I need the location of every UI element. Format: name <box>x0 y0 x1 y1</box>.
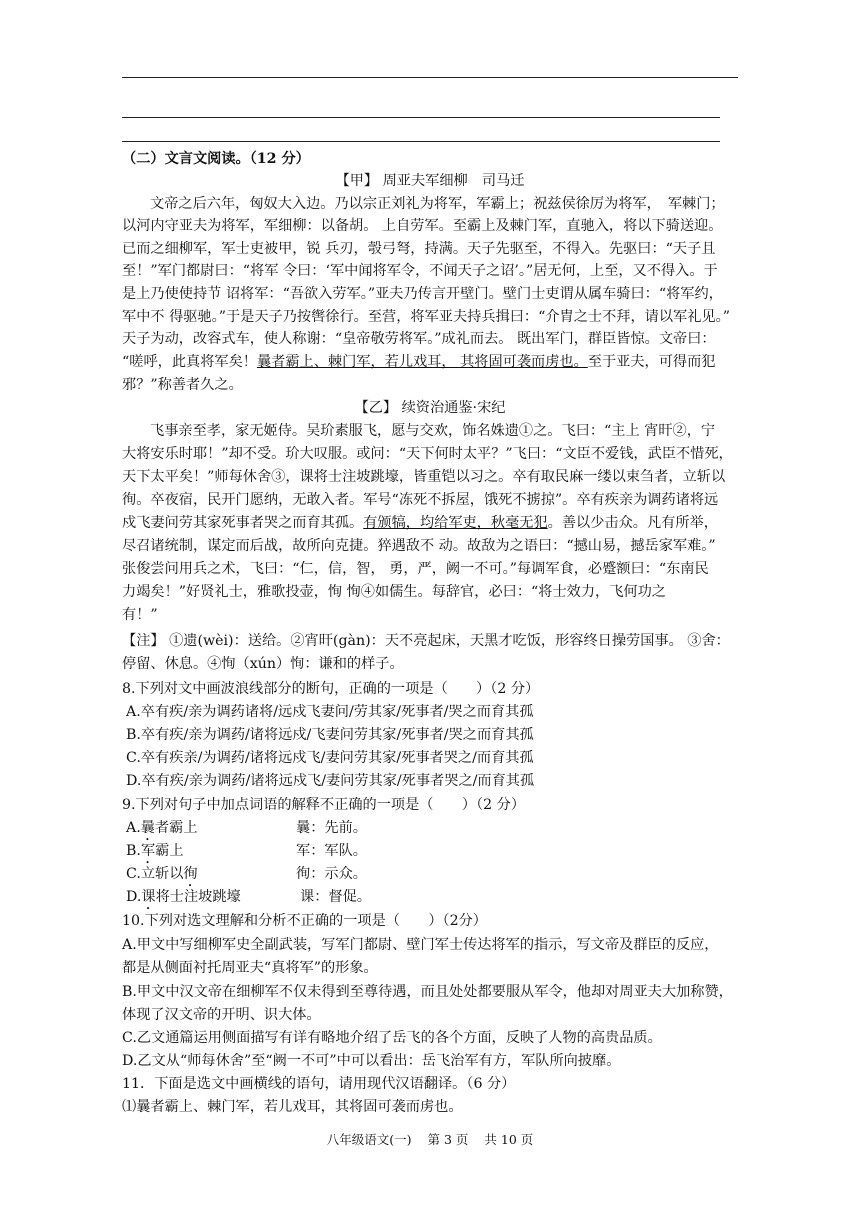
q10-stem: 10.下列对选文理解和分析不正确的一项是（ ）（2分） <box>122 913 487 929</box>
jia-line-6: 军中不 得驱驰。”于是天子乃按辔徐行。至营，将军亚夫持兵揖曰：“介胄之士不拜，请以军礼见。” <box>122 309 730 325</box>
notes-line-1: 【注】 ①遗(wèi)：送给。②宵旰(gàn)：天不亮起床，天黑才吃饭，形容终日操劳国事。 ③舍： <box>122 633 730 649</box>
q10-option-a-2: 都是从侧面衬托周亚夫“真将军”的形象。 <box>122 960 378 976</box>
q10-option-b-1[interactable]: B.甲文中汉文帝在细柳军不仅未得到至尊待遇，而且处处都要服从军令，他却对周亚夫大加称赞， <box>122 984 733 1000</box>
q11-sub-1: ⑴曩者霸上、棘门军，若儿戏耳，其将固可袭而虏也。 <box>122 1099 463 1115</box>
q10-option-b-2: 体现了汉文帝的开明、识大体。 <box>122 1007 321 1023</box>
q9-option-a[interactable]: A.曩者霸上 <box>126 820 198 836</box>
q9-gloss-a: 曩：先前。 <box>296 820 367 836</box>
yi-line-5-tail: 。善以少击众。凡有所举， <box>547 515 718 531</box>
footer-total-pages: 共 10 页 <box>484 1132 534 1147</box>
dotted-word: 军 <box>140 843 156 859</box>
dotted-word: 曩 <box>140 820 155 836</box>
q11-stem: 11．下面是选文中画横线的语句，请用现代汉语翻译。（6 分） <box>122 1076 516 1092</box>
q9-gloss-b: 军：军队。 <box>296 843 367 859</box>
q10-option-a-1[interactable]: A.甲文中写细柳军史全副武装，写军门都尉、壁门军士传达将军的指示，写文帝及群臣的反应， <box>122 937 719 953</box>
yi-title: 【乙】 续资治通鉴·宋纪 <box>354 400 506 416</box>
jia-line-3: 已而之细柳军，军士吏被甲，锐 兵刃，彀弓弩，持满。天子先驱至，不得入。先驱曰：“天子且 <box>122 241 716 257</box>
yi-line-9: 有！” <box>122 607 158 623</box>
answer-line-1 <box>122 77 738 78</box>
jia-line-5: 是上乃使使持节 诏将军：“吾欲入劳军。”亚夫乃传言开壁门。壁门士吏谓从属车骑曰：“将军约， <box>122 286 723 302</box>
q9-gloss-c: 徇：示众。 <box>296 866 367 882</box>
q8-stem: 8.下列对文中画波浪线部分的断句，正确的一项是（ ）（2 分） <box>122 681 540 697</box>
yi-line-2: 大将安乐时耶！”却不受。玠大叹服。或问：“天下何时太平？”飞曰：“文臣不爱钱，武臣不惜死， <box>122 446 733 462</box>
q9-stem: 9.下列对句子中加点词语的解释不正确的一项是（ ）（2 分） <box>122 797 526 813</box>
dotted-word: 徇 <box>183 866 198 882</box>
q9-gloss-d: 课：督促。 <box>300 889 371 905</box>
jia-line-8-pre: “嗟呼，此真将军矣！ <box>122 354 257 370</box>
yi-line-1: 飞事亲至孝，家无姬侍。吴玠素服飞，愿与交欢，饰名姝遗①之。飞曰：“主上 宵旰②，宁 <box>150 423 716 439</box>
yi-line-4: 徇。卒夜宿，民开门愿纳，无敢入者。军号“冻死不拆屋，饿死不掳掠”。卒有疾亲为调药诸将远 <box>122 492 719 508</box>
footer-page-number: 第 3 页 <box>427 1132 469 1147</box>
jia-line-7: 天子为动，改容式车，使人称谢：“皇帝敬劳将军。”成礼而去。 既出军门，群臣皆惊。文帝曰： <box>122 331 716 347</box>
notes-line-2: 停留、休息。④恂（xún）恂：谦和的样子。 <box>122 656 404 672</box>
jia-line-4: 至！”军门都尉曰：“将军 令曰：‘军中闻将军令，不闻天子之诏’。”居无何，上至，又不得入。于 <box>122 263 718 279</box>
q9-option-c[interactable]: C.立斩以徇 <box>126 866 198 882</box>
answer-line-3 <box>122 141 720 142</box>
yi-wavy-text: 戍飞妻问劳其家死事者哭之而育其孤。 <box>122 515 364 531</box>
footer-subject: 八年级语文(一) <box>326 1132 412 1147</box>
q8-option-d[interactable]: D.卒有疾/亲为调药/诸将远戍飞/妻问劳其家/死事者哭之/而育其孤 <box>126 773 535 789</box>
yi-line-7: 张俊尝问用兵之术，飞曰：“仁，信，智， 勇，严，阙一不可。”每调军食，必蹙额曰：“东南民 <box>122 561 709 577</box>
q8-option-a[interactable]: A.卒有疾/亲为调药诸将/远戍飞妻问/劳其家/死事者/哭之而育其孤 <box>126 704 534 720</box>
jia-title: 【甲】 周亚夫军细柳 司马迁 <box>335 173 525 189</box>
q9-option-d[interactable]: D.课将士注坡跳壕 <box>126 889 241 905</box>
jia-line-8-post: 至于亚夫，可得而犯 <box>587 354 716 370</box>
q10-option-c[interactable]: C.乙文通篇运用侧面描写有详有略地介绍了岳飞的各个方面，反映了人物的高贵品质。 <box>122 1030 662 1046</box>
q8-option-c[interactable]: C.卒有疾亲/为调药/诸将远戍飞/妻问劳其家/死事者哭之/而育其孤 <box>126 750 534 766</box>
yi-line-5 <box>122 512 718 534</box>
q9-option-b[interactable]: B.军霸上 <box>126 843 184 859</box>
dotted-word: 课 <box>141 889 156 905</box>
yi-underlined-sentence: 有颁犒，均给军吏，秋毫无犯 <box>363 515 548 531</box>
q10-option-d[interactable]: D.乙文从“师每休舍”至“阙一不可”中可以看出：岳飞治军有方，军队所向披靡。 <box>122 1053 621 1069</box>
jia-line-2: 以河内守亚夫为将军，军细柳：以备胡。 上自劳军。至霸上及棘门军，直驰入，将以下骑送迎。 <box>122 218 723 234</box>
jia-line-9: 邪？”称善者久之。 <box>122 377 243 393</box>
q8-option-b[interactable]: B.卒有疾/亲为调药/诸将远戍/飞妻问劳其家/死事者/哭之而育其孤 <box>126 727 534 743</box>
section-heading: （二）文言文阅读。（12 分） <box>122 151 310 167</box>
jia-line-1: 文帝之后六年，匈奴大入边。乃以宗正刘礼为将军，军霸上；祝兹侯徐厉为将军， 军棘门； <box>150 196 725 212</box>
page-footer <box>0 1130 860 1148</box>
jia-line-8 <box>122 351 715 373</box>
yi-line-6: 尽召诸统制，谋定而后战，故所向克捷。猝遇敌不 动。故敌为之语曰：“撼山易，撼岳家军难。” <box>122 538 716 554</box>
yi-line-8: 力竭矣！”好贤礼士，雅歌投壶，恂 恂④如儒生。每辞官，必曰：“将士效力，飞何功之 <box>122 584 666 600</box>
yi-line-3: 天下太平矣！”师每休舍③，课将士注坡跳壕，皆重铠以习之。卒有取民麻一缕以束刍者，立斩以 <box>122 469 726 485</box>
jia-underlined-sentence: 曩者霸上、棘门军，若儿戏耳， 其将固可袭而虏也。 <box>256 354 588 370</box>
answer-line-2 <box>122 117 720 118</box>
